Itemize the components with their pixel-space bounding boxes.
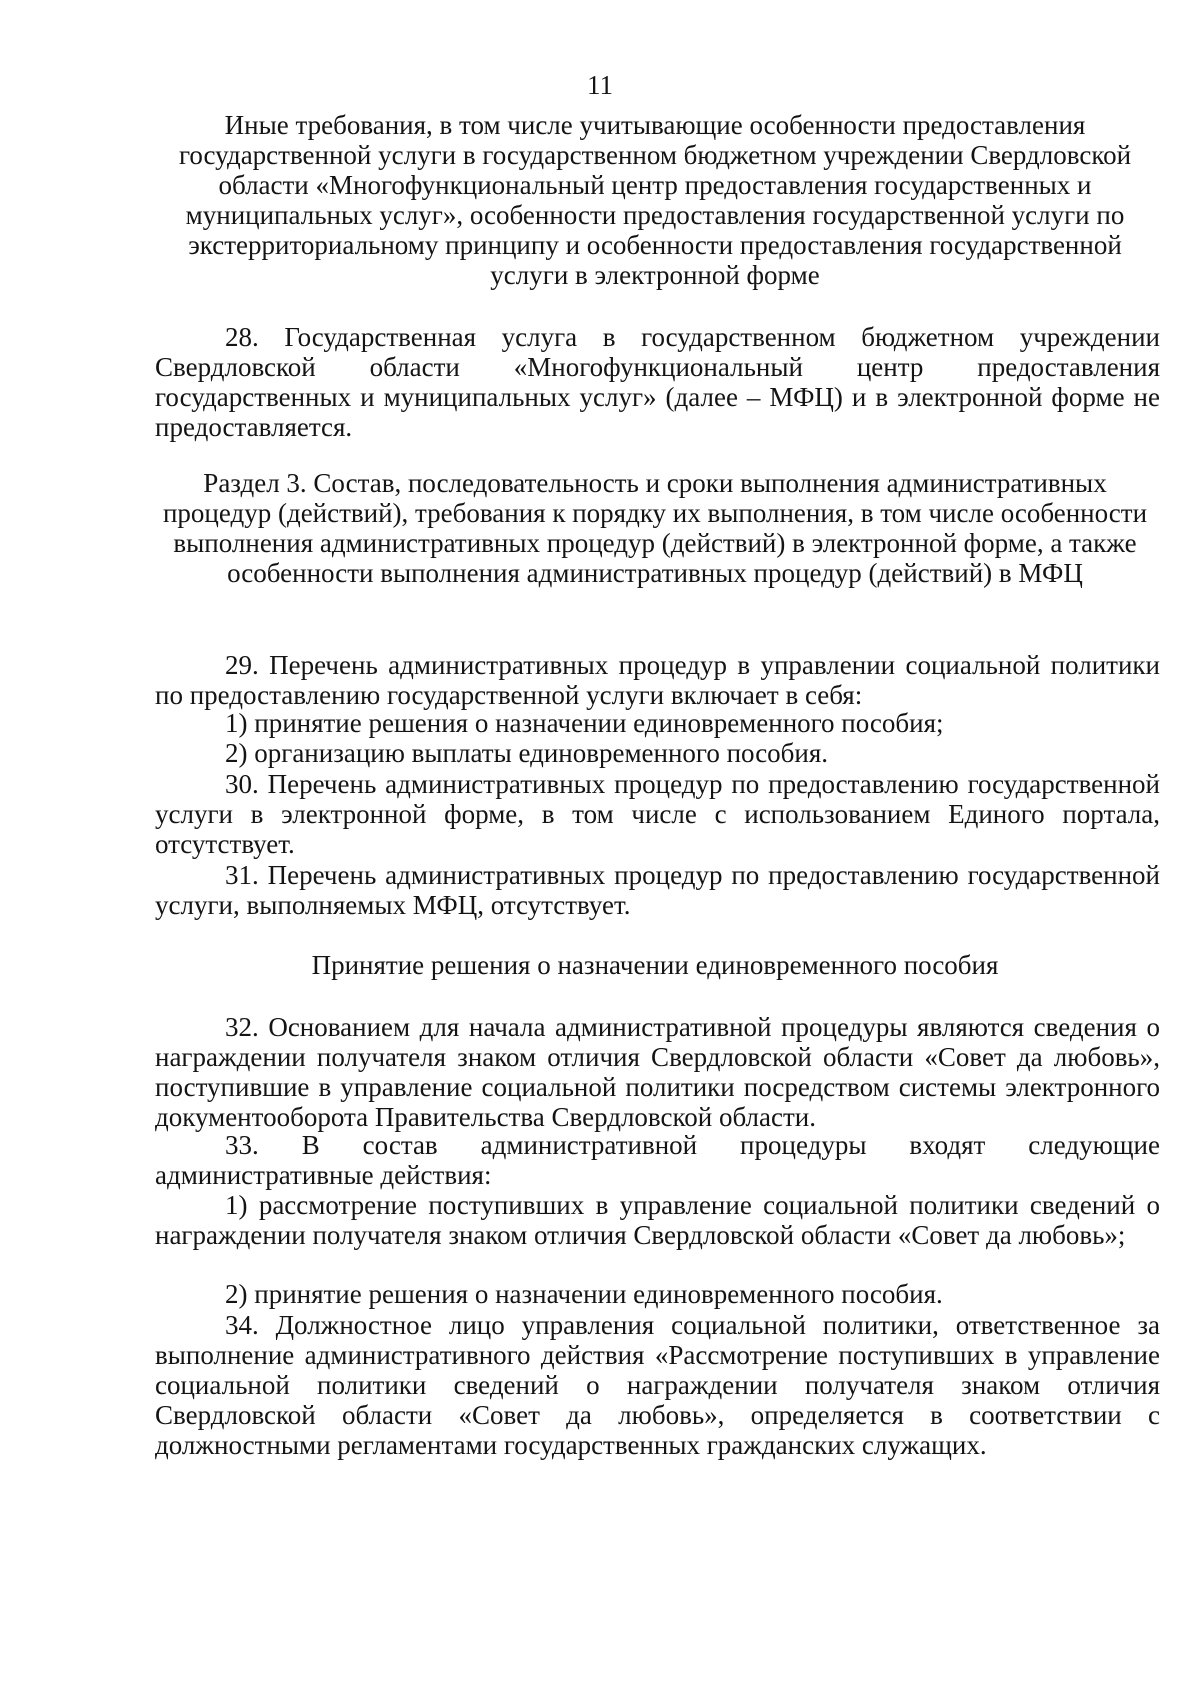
paragraph-33-item-1: 1) рассмотрение поступивших в управление социальной политики сведений о награждении получателя знаком отличия Свердловской области «Совет да любовь»; <box>155 1190 1160 1250</box>
paragraph-30: 30. Перечень административных процедур по предоставлению государственной услуги в электронной форме, в том числе с использованием Единого портала, отсутствует. <box>155 769 1160 859</box>
paragraph-28: 28. Государственная услуга в государственном бюджетном учреждении Свердловской области «Многофункциональный центр предоставления государственных и муниципальных услуг» (далее – МФЦ) и в электронной форме не предоставляется. <box>155 322 1160 442</box>
paragraph-29-item-1: 1) принятие решения о назначении единовременного пособия; <box>225 708 944 738</box>
page-number: 11 <box>587 70 613 100</box>
paragraph-29-item-2: 2) организацию выплаты единовременного пособия. <box>225 738 829 768</box>
section-heading-razdel-3: Раздел 3. Состав, последовательность и сроки выполнения административных процедур (действий), требования к порядку их выполнения, в том числе особенности выполнения административных процедур (действий) в электронной форме, а также особенности выполнения административных процедур (действий) в МФЦ <box>162 468 1148 588</box>
subsection-heading-decision: Принятие решения о назначении единовременного пособия <box>311 950 999 980</box>
section-heading-other-requirements: Иные требования, в том числе учитывающие особенности предоставления государственной услуги в государственном бюджетном учреждении Свердловской области «Многофункциональный центр предоставления государственных и муниципальных услуг», особенности предоставления государственной услуги по экстерриториальному принципу и особенности предоставления государственной услуги в электронной форме <box>178 110 1132 290</box>
paragraph-33-item-2: 2) принятие решения о назначении единовременного пособия. <box>225 1279 943 1309</box>
paragraph-34: 34. Должностное лицо управления социальной политики, ответственное за выполнение административного действия «Рассмотрение поступивших в управление социальной политики сведений о награждении получателя знаком отличия Свердловской области «Совет да любовь», определяется в соответствии с должностными регламентами государственных гражданских служащих. <box>155 1310 1160 1460</box>
paragraph-32: 32. Основанием для начала административной процедуры являются сведения о награждении получателя знаком отличия Свердловской области «Совет да любовь», поступившие в управление социальной политики посредством системы электронного документооборота Правительства Свердловской области. <box>155 1012 1160 1132</box>
paragraph-29: 29. Перечень административных процедур в управлении социальной политики по предоставлению государственной услуги включает в себя: <box>155 650 1160 710</box>
paragraph-31: 31. Перечень административных процедур по предоставлению государственной услуги, выполняемых МФЦ, отсутствует. <box>155 860 1160 920</box>
paragraph-33: 33. В состав административной процедуры входят следующие административные действия: <box>155 1130 1160 1190</box>
